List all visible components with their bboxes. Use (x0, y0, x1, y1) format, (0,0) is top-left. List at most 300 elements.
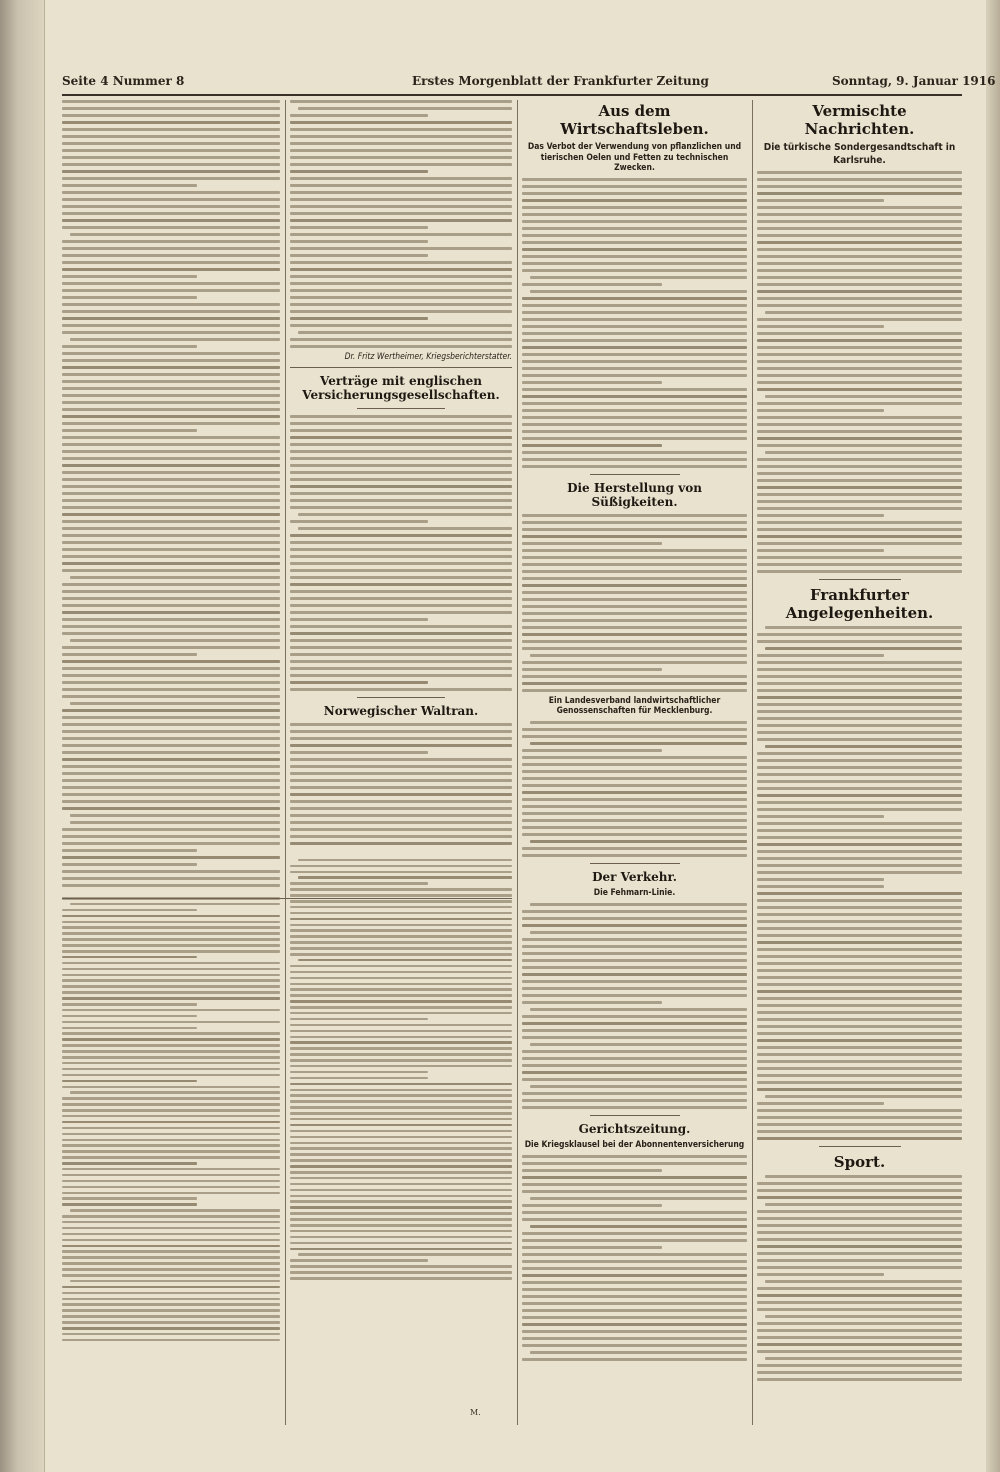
text-line (62, 121, 280, 124)
text-line (70, 338, 280, 341)
text-line (757, 1378, 962, 1381)
text-line (62, 1197, 197, 1200)
text-line (62, 737, 280, 740)
text-line (62, 1292, 280, 1295)
text-line (290, 436, 512, 439)
text-line (290, 450, 512, 453)
text-line (290, 1147, 512, 1150)
text-line (757, 1116, 962, 1119)
text-line (757, 409, 884, 412)
text-line (62, 974, 280, 977)
text-line (757, 283, 962, 286)
divider (290, 367, 512, 368)
text-line (765, 1315, 962, 1318)
text-line (290, 1242, 512, 1245)
text-line (62, 842, 280, 845)
text-line (62, 807, 280, 810)
text-line (290, 590, 512, 593)
text-line (522, 416, 747, 419)
text-line (62, 100, 280, 103)
text-line (757, 479, 962, 482)
text-line (62, 1062, 280, 1065)
text-line (522, 185, 747, 188)
text-line (290, 520, 428, 523)
text-line (757, 514, 884, 517)
text-line (522, 1183, 747, 1186)
text-line (522, 1267, 747, 1270)
text-line (522, 1211, 747, 1214)
text-line (757, 423, 962, 426)
text-line (62, 1274, 280, 1277)
text-line (522, 339, 747, 342)
text-line (757, 703, 962, 706)
text-line (62, 765, 280, 768)
text-line (62, 408, 280, 411)
text-line (522, 1260, 747, 1263)
text-line (530, 654, 747, 657)
text-line (522, 1330, 747, 1333)
text-line (757, 829, 962, 832)
text-line (62, 366, 280, 369)
text-line (522, 1071, 747, 1074)
text-line (62, 289, 280, 292)
text-line (62, 1068, 280, 1071)
text-line (757, 234, 962, 237)
text-line (530, 721, 747, 724)
text-line (62, 944, 280, 947)
text-line (298, 859, 512, 862)
page-header (62, 74, 996, 92)
text-line (62, 938, 280, 941)
text-line (522, 521, 747, 524)
text-line (757, 206, 962, 209)
text-line (522, 570, 747, 573)
text-line (757, 1259, 962, 1262)
text-line (290, 1136, 512, 1139)
text-line (765, 395, 962, 398)
text-line (62, 331, 280, 334)
text-line (290, 541, 512, 544)
divider (590, 1115, 680, 1116)
text-line (757, 1109, 962, 1112)
text-line (290, 1130, 512, 1133)
text-line (522, 833, 747, 836)
text-line (757, 1011, 962, 1014)
text-line (62, 226, 280, 229)
text-line (290, 1153, 512, 1156)
header-date: Sonntag, 9. Januar 1916 (832, 74, 996, 88)
text-line (62, 1215, 280, 1218)
text-line (522, 444, 662, 447)
text-line (290, 205, 512, 208)
text-line (290, 935, 512, 938)
text-line (62, 296, 197, 299)
text-line (757, 381, 962, 384)
text-line (522, 994, 747, 997)
text-line (522, 227, 747, 230)
text-line (62, 184, 197, 187)
text-line (62, 401, 280, 404)
text-line (757, 570, 962, 573)
text-line (290, 100, 512, 103)
text-line (62, 921, 280, 924)
text-line (522, 381, 662, 384)
text-line (290, 345, 512, 348)
text-line (522, 325, 747, 328)
text-line (62, 149, 280, 152)
header-page-number: Seite 4 Nummer 8 (62, 74, 185, 88)
text-line (290, 900, 512, 903)
text-line (765, 745, 962, 748)
text-line (530, 1085, 747, 1088)
text-line (757, 248, 962, 251)
article-body (522, 721, 747, 857)
text-line (757, 1308, 962, 1311)
text-line (62, 604, 280, 607)
text-line (757, 458, 962, 461)
text-line (757, 528, 962, 531)
text-line (290, 674, 512, 677)
text-line (522, 311, 747, 314)
text-line (62, 303, 280, 306)
text-line (62, 667, 280, 670)
text-line (62, 513, 280, 516)
text-line (522, 1337, 747, 1340)
text-line (522, 346, 747, 349)
text-line (757, 297, 962, 300)
text-line (522, 605, 747, 608)
text-line (298, 107, 512, 110)
text-line (757, 731, 962, 734)
text-line (522, 1344, 747, 1347)
text-line (62, 436, 280, 439)
headline-economy: Aus dem Wirtschaftsleben. (560, 102, 709, 138)
text-line (290, 1218, 512, 1221)
text-line (522, 262, 747, 265)
text-line (62, 555, 280, 558)
text-line (290, 121, 512, 124)
text-line (522, 1232, 747, 1235)
text-line (522, 563, 747, 566)
text-line (522, 749, 662, 752)
text-line (522, 255, 747, 258)
header-rule (62, 94, 962, 96)
text-line (522, 1099, 747, 1102)
text-line (62, 310, 280, 313)
text-line (62, 1250, 280, 1253)
text-line (62, 1103, 280, 1106)
text-line (298, 513, 512, 516)
text-line (522, 528, 747, 531)
text-line (522, 283, 662, 286)
text-line (757, 402, 962, 405)
text-line (62, 1192, 280, 1195)
text-line (530, 276, 747, 279)
article-body (290, 723, 512, 845)
text-line (62, 317, 280, 320)
text-line (62, 793, 280, 796)
text-line (757, 1130, 962, 1133)
text-line (62, 786, 280, 789)
text-line (757, 948, 962, 951)
text-line (290, 779, 512, 782)
text-line (757, 850, 962, 853)
text-line (62, 240, 280, 243)
article-body (522, 514, 747, 692)
text-line (757, 1060, 962, 1063)
text-line (62, 590, 280, 593)
text-line (530, 1197, 747, 1200)
text-line (62, 422, 280, 425)
text-line (522, 1246, 662, 1249)
text-line (757, 388, 962, 391)
text-line (290, 1195, 512, 1198)
text-line (62, 1038, 280, 1041)
text-line (290, 929, 512, 932)
text-line (62, 950, 280, 953)
text-line (62, 1109, 280, 1112)
text-line (62, 443, 280, 446)
text-line (70, 814, 280, 817)
text-line (522, 777, 747, 780)
text-line (757, 227, 962, 230)
text-line (70, 1091, 280, 1094)
text-line (62, 1139, 280, 1142)
text-line (522, 938, 747, 941)
text-line (62, 1327, 280, 1330)
footer-mark: M. (470, 1408, 481, 1417)
article-signature: Dr. Fritz Wertheimer, Kriegsberichterstatter. (344, 352, 512, 362)
text-line (62, 1227, 280, 1230)
text-line (522, 1274, 747, 1277)
text-line (522, 1190, 747, 1193)
text-line (290, 828, 512, 831)
text-line (290, 429, 512, 432)
text-line (757, 1123, 962, 1126)
subhead-war-clause: Die Kriegsklausel bei der Abonnentenversicherung (524, 1140, 745, 1151)
text-line (757, 668, 962, 671)
text-line (290, 1189, 512, 1192)
column-4 (757, 100, 962, 1430)
text-line (290, 338, 512, 341)
text-line (290, 965, 512, 968)
text-line (62, 1309, 280, 1312)
text-line (298, 959, 512, 962)
text-line (290, 1083, 512, 1086)
text-line (62, 1286, 280, 1289)
text-line (70, 821, 280, 824)
text-line (62, 1056, 280, 1059)
text-line (757, 633, 962, 636)
text-line (70, 903, 280, 906)
text-line (62, 471, 280, 474)
article-body (757, 626, 962, 1140)
text-line (290, 254, 428, 257)
text-line (62, 457, 280, 460)
text-line (757, 556, 962, 559)
text-line (757, 360, 962, 363)
text-line (290, 681, 428, 684)
text-line (62, 674, 280, 677)
text-line (62, 1115, 280, 1118)
text-line (522, 945, 747, 948)
text-line (62, 758, 280, 761)
text-line (290, 443, 512, 446)
text-line (290, 1047, 512, 1050)
text-line (757, 689, 962, 692)
text-line (522, 269, 747, 272)
text-line (522, 987, 747, 990)
text-line (62, 380, 280, 383)
text-line (62, 835, 280, 838)
text-line (290, 576, 512, 579)
text-line (522, 178, 747, 181)
text-line (62, 625, 280, 628)
text-line (522, 1239, 747, 1242)
text-line (70, 1209, 280, 1212)
text-line (522, 318, 747, 321)
text-line (757, 374, 962, 377)
text-line (757, 1301, 962, 1304)
text-line (757, 857, 962, 860)
text-line (62, 1239, 280, 1242)
text-line (757, 521, 962, 524)
text-line (757, 304, 962, 307)
divider (819, 579, 901, 580)
text-line (290, 289, 512, 292)
text-line (290, 548, 512, 551)
text-line (62, 730, 280, 733)
text-line (757, 766, 962, 769)
text-line (757, 752, 962, 755)
text-line (765, 451, 962, 454)
text-line (290, 1271, 512, 1274)
text-line (522, 192, 747, 195)
text-line (522, 542, 662, 545)
text-line (757, 1074, 962, 1077)
text-line (62, 1144, 280, 1147)
text-line (757, 213, 962, 216)
text-line (522, 458, 747, 461)
article-body (522, 903, 747, 1109)
text-line (757, 976, 962, 979)
text-line (522, 917, 747, 920)
text-line (522, 791, 747, 794)
text-line (522, 1176, 747, 1179)
text-line (757, 941, 962, 944)
text-line (522, 689, 747, 692)
text-line (757, 178, 962, 181)
text-line (62, 863, 197, 866)
text-line (290, 971, 512, 974)
text-line (290, 1259, 428, 1262)
text-line (522, 367, 747, 370)
text-line (757, 738, 962, 741)
text-line (290, 765, 512, 768)
text-line (290, 114, 428, 117)
text-line (530, 290, 747, 293)
text-line (522, 220, 747, 223)
text-line (62, 997, 280, 1000)
text-line (62, 485, 280, 488)
text-line (290, 604, 512, 607)
text-line (298, 1253, 512, 1256)
text-line (290, 317, 428, 320)
text-line (290, 1065, 512, 1068)
text-line (522, 756, 747, 759)
feuilleton-body (290, 859, 512, 1280)
text-line (757, 899, 962, 902)
text-line (290, 1212, 512, 1215)
text-line (290, 163, 512, 166)
text-line (62, 1168, 280, 1171)
text-line (290, 723, 512, 726)
text-line (62, 177, 280, 180)
text-line (757, 1196, 962, 1199)
text-line (62, 956, 197, 959)
text-line (290, 506, 512, 509)
text-line (765, 1203, 962, 1206)
text-line (757, 255, 962, 258)
text-line (290, 485, 512, 488)
text-line (62, 541, 280, 544)
text-line (522, 735, 747, 738)
text-line (290, 415, 512, 418)
text-line (62, 205, 280, 208)
article-body (290, 415, 512, 691)
text-line (757, 549, 884, 552)
text-line (62, 1044, 280, 1047)
text-line (290, 793, 512, 796)
text-line (62, 569, 280, 572)
text-line (757, 955, 962, 958)
text-line (522, 973, 747, 976)
text-line (757, 1371, 962, 1374)
subhead-fehmarn: Die Fehmarn-Linie. (593, 888, 676, 899)
text-line (290, 1206, 512, 1209)
text-line (290, 924, 512, 927)
text-line (62, 359, 280, 362)
text-line (757, 199, 884, 202)
text-line (757, 773, 962, 776)
text-line (62, 394, 280, 397)
text-line (757, 339, 962, 342)
divider (357, 408, 446, 409)
text-line (522, 1155, 747, 1158)
text-line (290, 888, 512, 891)
text-line (757, 486, 962, 489)
text-line (290, 611, 512, 614)
text-line (522, 1092, 747, 1095)
text-line (757, 843, 962, 846)
text-line (757, 1343, 962, 1346)
text-line (62, 198, 280, 201)
text-line (70, 233, 280, 236)
text-line (62, 429, 197, 432)
text-line (290, 198, 512, 201)
text-line (62, 506, 280, 509)
text-line (62, 1339, 280, 1342)
text-line (290, 1089, 512, 1092)
text-line (522, 1078, 747, 1081)
text-line (62, 1333, 280, 1336)
text-line (290, 471, 512, 474)
text-line (522, 535, 747, 538)
article-body (62, 100, 280, 887)
text-line (522, 374, 747, 377)
text-line (757, 724, 962, 727)
text-line (765, 311, 962, 314)
